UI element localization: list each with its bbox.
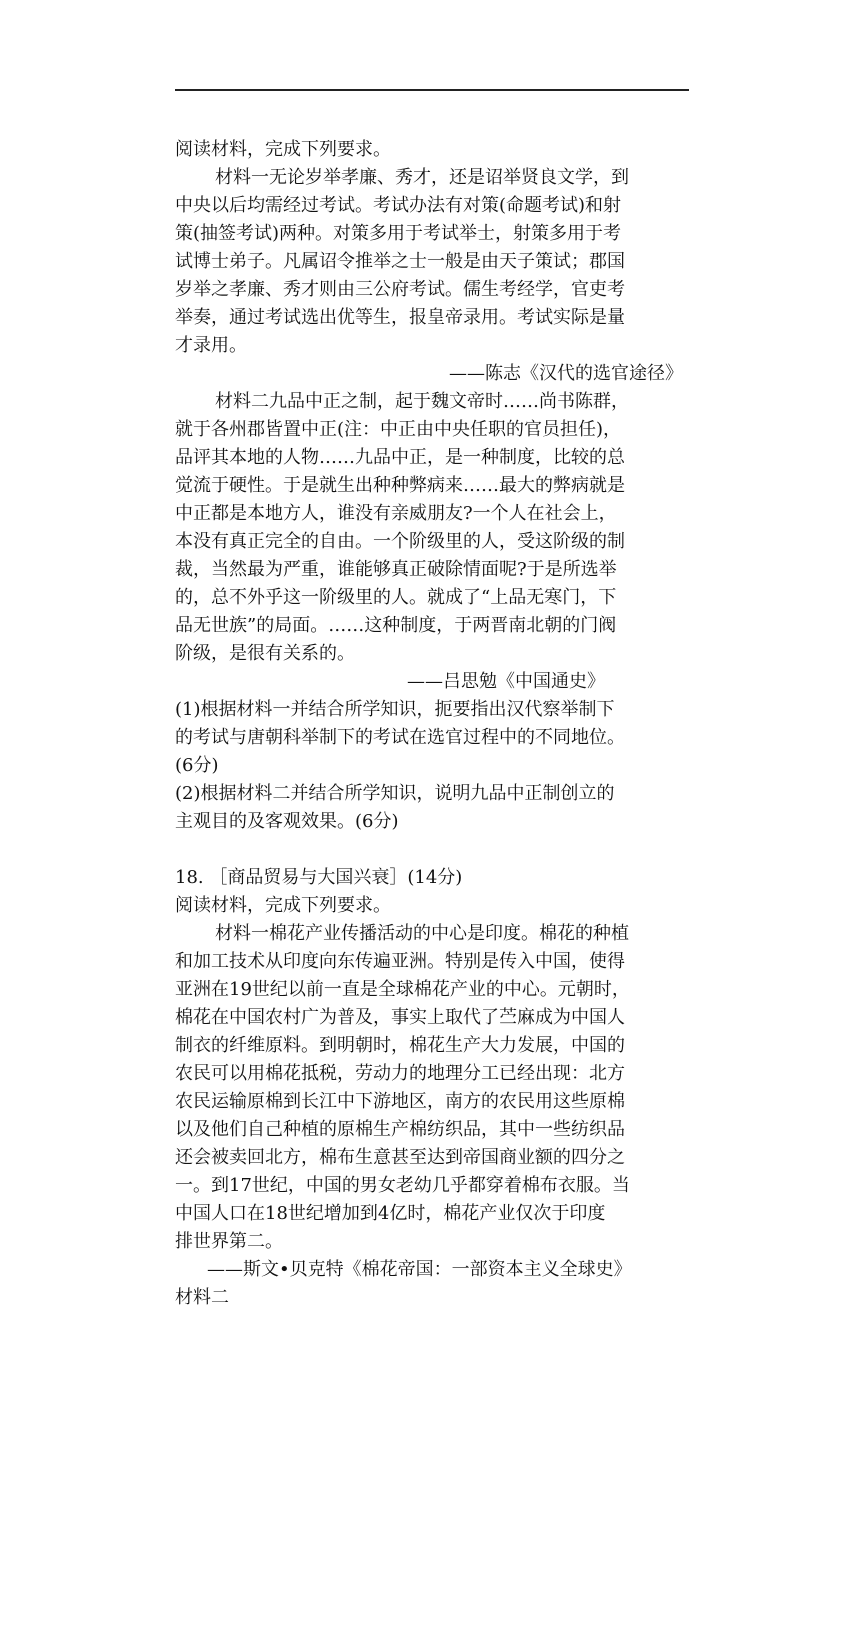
material-line: 觉流于硬性。于是就生出种种弊病来……最大的弊病就是 <box>175 475 625 496</box>
material-line: 和加工技术从印度向东传遍亚洲。特别是传入中国，使得 <box>175 951 625 972</box>
section2-material1 <box>175 920 689 1284</box>
question-line: (2)根据材料二并结合所学知识，说明九品中正制创立的 <box>175 783 615 804</box>
question-2 <box>175 780 689 836</box>
material-line: 举奏，通过考试选出优等生，报皇帝录用。考试实际是量 <box>175 307 625 328</box>
material-line: 一。到17世纪，中国的男女老幼几乎都穿着棉布衣服。当 <box>175 1175 630 1196</box>
material-line: 试博士弟子。凡属诏令推举之士一般是由天子策试；郡国 <box>175 251 625 272</box>
material-line: 中正都是本地方人，谁没有亲威朋友?一个人在社会上， <box>175 503 617 524</box>
section2-material1-source: ——斯文•贝克特《棉花帝国：一部资本主义全球史》 <box>207 1259 632 1280</box>
section2-heading: 18. ［商品贸易与大国兴衰］(14分) <box>175 867 463 888</box>
material2-source: ——吕思勉《中国通史》 <box>407 671 605 692</box>
material-line: 农民运输原棉到长江中下游地区，南方的农民用这些原棉 <box>175 1091 625 1112</box>
header-rule <box>175 89 689 91</box>
section-spacer <box>175 836 689 864</box>
section1-intro: 阅读材料，完成下列要求。 <box>175 139 391 160</box>
material1-source: ——陈志《汉代的选官途径》 <box>449 363 683 384</box>
section2-material2-label: 材料二 <box>175 1287 229 1308</box>
section1-material1 <box>175 164 689 388</box>
material-line: 阶级，是很有关系的。 <box>175 643 355 664</box>
material-line: 还会被卖回北方，棉布生意甚至达到帝国商业额的四分之 <box>175 1147 625 1168</box>
material-line: 本没有真正完全的自由。一个阶级里的人，受这阶级的制 <box>175 531 625 552</box>
material-line: 材料二九品中正之制，起于魏文帝时……尚书陈群， <box>215 391 629 412</box>
question-line: (6分) <box>175 755 219 776</box>
material-line: 棉花在中国农村广为普及，事实上取代了苎麻成为中国人 <box>175 1007 625 1028</box>
section1-material2 <box>175 388 689 696</box>
question-line: (1)根据材料一并结合所学知识，扼要指出汉代察举制下 <box>175 699 615 720</box>
question-line: 的考试与唐朝科举制下的考试在选官过程中的不同地位。 <box>175 727 625 748</box>
material-line: 材料一棉花产业传播活动的中心是印度。棉花的种植 <box>215 923 629 944</box>
material-line: 以及他们自己种植的原棉生产棉纺织品，其中一些纺织品 <box>175 1119 625 1140</box>
material-line: 才录用。 <box>175 335 247 356</box>
material-line: 中央以后均需经过考试。考试办法有对策(命题考试)和射 <box>175 195 622 216</box>
material-line: 材料一无论岁举孝廉、秀才，还是诏举贤良文学，到 <box>215 167 629 188</box>
section2-intro: 阅读材料，完成下列要求。 <box>175 895 391 916</box>
material-line: 的，总不外乎这一阶级里的人。就成了“上品无寒门，下 <box>175 587 617 608</box>
question-1 <box>175 696 689 780</box>
material-line: 品无世族”的局面。……这种制度，于两晋南北朝的门阀 <box>175 615 617 636</box>
exam-page <box>175 136 689 1312</box>
material-line: 裁，当然最为严重，谁能够真正破除情面呢?于是所选举 <box>175 559 617 580</box>
material-line: 亚洲在19世纪以前一直是全球棉花产业的中心。元朝时， <box>175 979 630 1000</box>
material-line: 排世界第二。 <box>175 1231 283 1252</box>
material-line: 品评其本地的人物……九品中正，是一种制度，比较的总 <box>175 447 625 468</box>
question-line: 主观目的及客观效果。(6分) <box>175 811 399 832</box>
material-line: 中国人口在18世纪增加到4亿时，棉花产业仅次于印度 <box>175 1203 606 1224</box>
material-line: 策(抽签考试)两种。对策多用于考试举士，射策多用于考 <box>175 223 622 244</box>
material-line: 农民可以用棉花抵税，劳动力的地理分工已经出现：北方 <box>175 1063 625 1084</box>
material-line: 岁举之孝廉、秀才则由三公府考试。儒生考经学，官吏考 <box>175 279 625 300</box>
material-line: 制衣的纤维原料。到明朝时，棉花生产大力发展，中国的 <box>175 1035 625 1056</box>
material-line: 就于各州郡皆置中正(注：中正由中央任职的官员担任)， <box>175 419 622 440</box>
